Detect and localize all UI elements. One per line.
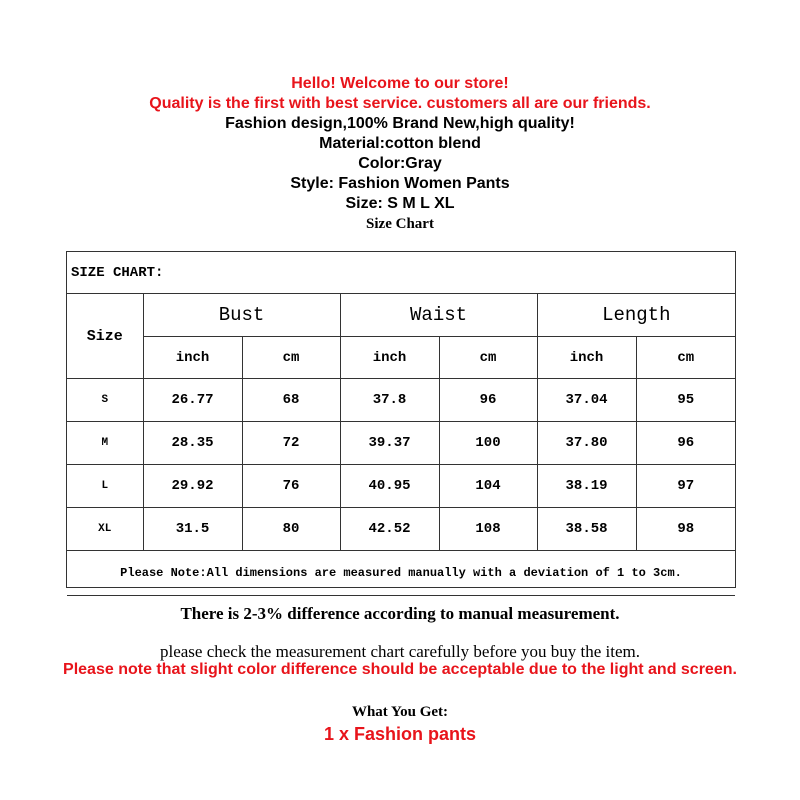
measurement-note: Please Note:All dimensions are measured manually with a deviation of 1 to 3cm. bbox=[67, 551, 735, 596]
intro-block bbox=[0, 74, 800, 234]
unit-header: cm bbox=[636, 337, 735, 379]
table-cell: 104 bbox=[439, 465, 537, 508]
table-cell: 39.37 bbox=[340, 422, 439, 465]
size-chart-header: SIZE CHART: bbox=[67, 252, 735, 294]
table-row bbox=[67, 508, 735, 551]
table-cell: 31.5 bbox=[143, 508, 242, 551]
table-cell: 38.58 bbox=[537, 508, 636, 551]
table-row bbox=[67, 379, 735, 422]
size-label: M bbox=[67, 422, 143, 465]
table-cell: 108 bbox=[439, 508, 537, 551]
bust-header: Bust bbox=[143, 294, 340, 337]
table-cell: 42.52 bbox=[340, 508, 439, 551]
table-cell: 29.92 bbox=[143, 465, 242, 508]
table-cell: 40.95 bbox=[340, 465, 439, 508]
table-cell: 72 bbox=[242, 422, 340, 465]
table-row bbox=[67, 465, 735, 508]
style-text: Style: Fashion Women Pants bbox=[290, 175, 510, 192]
size-label: XL bbox=[67, 508, 143, 551]
table-cell: 97 bbox=[636, 465, 735, 508]
material-text: Material:cotton blend bbox=[319, 135, 481, 152]
table-cell: 26.77 bbox=[143, 379, 242, 422]
unit-header: inch bbox=[340, 337, 439, 379]
unit-header: inch bbox=[143, 337, 242, 379]
unit-header: cm bbox=[242, 337, 340, 379]
length-header: Length bbox=[537, 294, 735, 337]
table-cell: 28.35 bbox=[143, 422, 242, 465]
unit-header: inch bbox=[537, 337, 636, 379]
size-chart-title: Size Chart bbox=[366, 216, 434, 232]
quality-text: Quality is the first with best service. customers all are our friends. bbox=[149, 95, 651, 112]
waist-header: Waist bbox=[340, 294, 537, 337]
what-you-get-label: What You Get: bbox=[351, 704, 449, 720]
unit-header: cm bbox=[439, 337, 537, 379]
welcome-text: Hello! Welcome to our store! bbox=[291, 75, 509, 92]
table-cell: 37.8 bbox=[340, 379, 439, 422]
size-table bbox=[67, 294, 735, 596]
table-cell: 100 bbox=[439, 422, 537, 465]
check-text: please check the measurement chart carefully before you buy the item. bbox=[159, 642, 641, 661]
size-column-header: Size bbox=[67, 294, 143, 379]
table-cell: 38.19 bbox=[537, 465, 636, 508]
color-note-text: Please note that slight color difference should be acceptable due to the light and screen. bbox=[63, 661, 737, 678]
color-text: Color:Gray bbox=[358, 155, 442, 172]
table-cell: 37.80 bbox=[537, 422, 636, 465]
size-label: L bbox=[67, 465, 143, 508]
table-cell: 98 bbox=[636, 508, 735, 551]
table-cell: 95 bbox=[636, 379, 735, 422]
table-cell: 68 bbox=[242, 379, 340, 422]
table-cell: 37.04 bbox=[537, 379, 636, 422]
size-label: S bbox=[67, 379, 143, 422]
table-cell: 96 bbox=[636, 422, 735, 465]
size-text: Size: S M L XL bbox=[345, 195, 455, 212]
table-row bbox=[67, 422, 735, 465]
difference-text: There is 2-3% difference according to manual measurement. bbox=[180, 604, 620, 623]
package-item-text: 1 x Fashion pants bbox=[323, 724, 477, 744]
design-text: Fashion design,100% Brand New,high quality! bbox=[225, 115, 575, 132]
table-cell: 80 bbox=[242, 508, 340, 551]
table-cell: 76 bbox=[242, 465, 340, 508]
size-chart-table bbox=[66, 251, 736, 588]
table-cell: 96 bbox=[439, 379, 537, 422]
